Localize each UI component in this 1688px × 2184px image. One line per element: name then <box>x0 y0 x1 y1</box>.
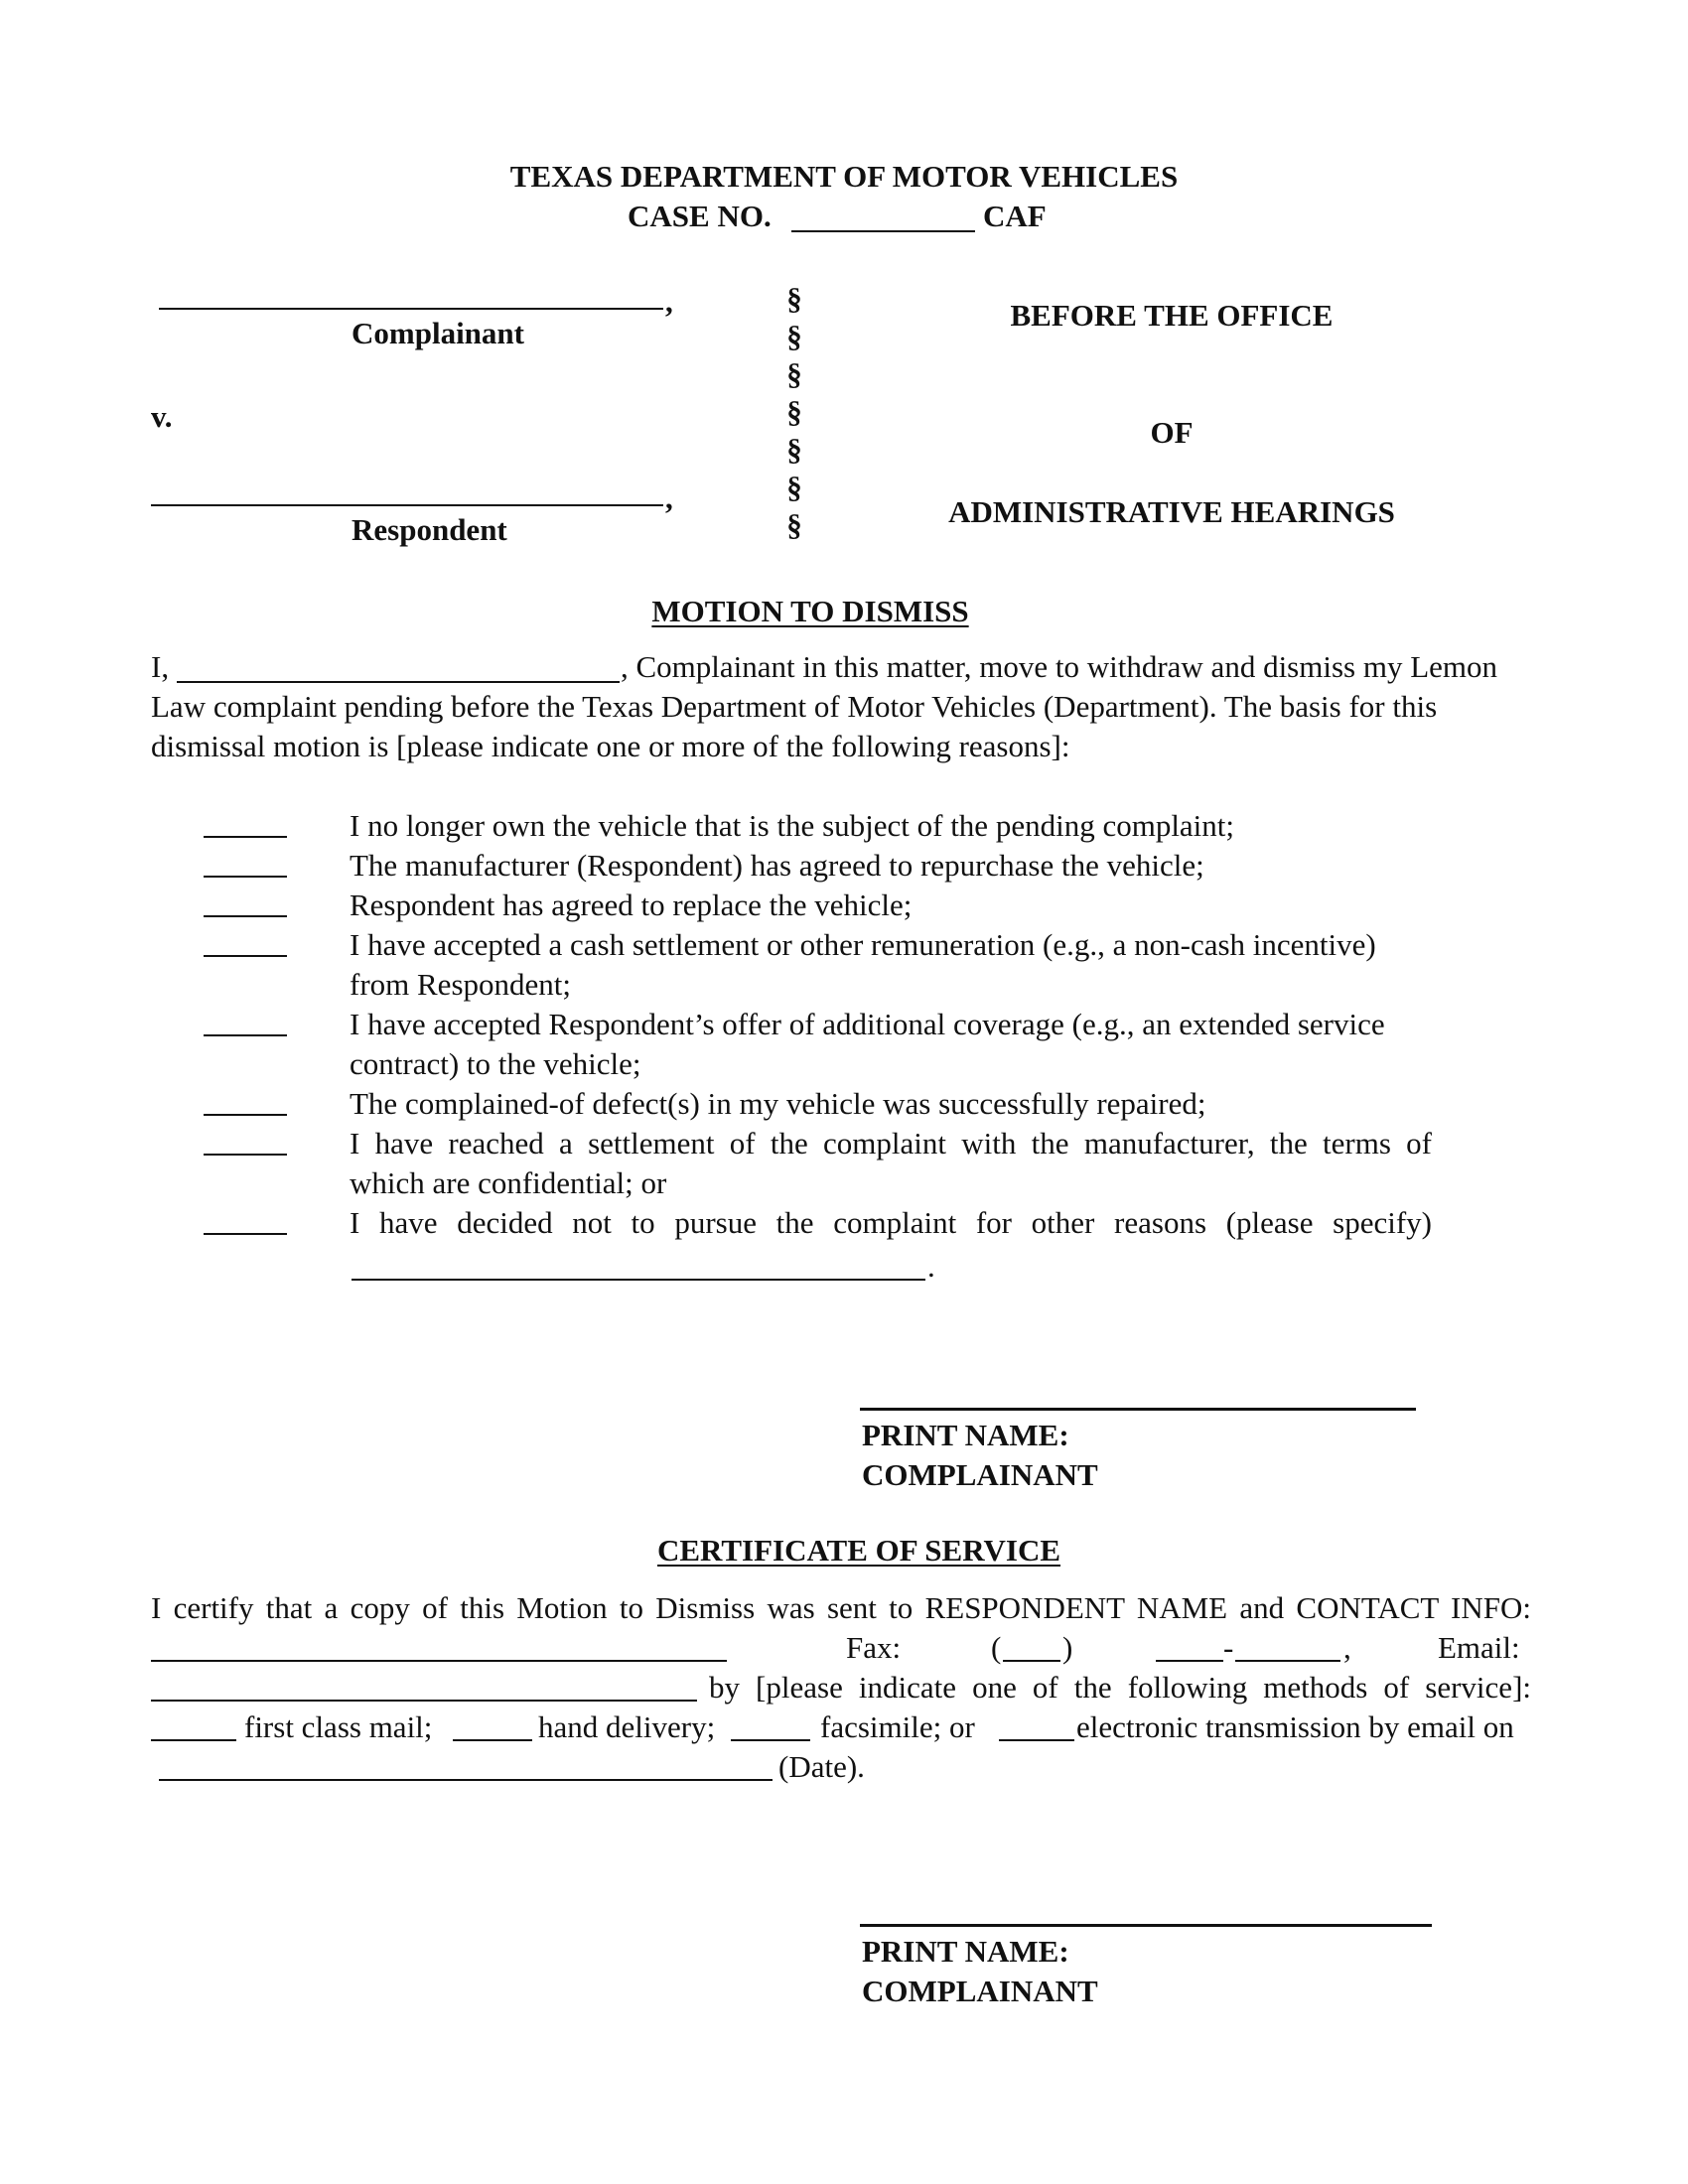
reason-item <box>0 925 1688 1005</box>
reason-text: I have decided not to pursue the complaint for other reasons (please specify) <box>350 1205 1432 1240</box>
reason-text-continued: from Respondent; <box>350 967 571 1002</box>
email-label: Email: <box>1438 1630 1520 1665</box>
section-symbol: § <box>786 394 802 429</box>
facsimile-label: facsimile; or <box>820 1709 975 1744</box>
complainant-role-2: COMPLAINANT <box>862 1974 1098 2008</box>
print-name-label-2: PRINT NAME: <box>862 1934 1069 1969</box>
section-symbol: § <box>786 281 802 316</box>
email-transmission-label: electronic transmission by email on <box>1076 1709 1514 1744</box>
reason-item <box>0 1124 1688 1203</box>
hand-delivery-blank[interactable] <box>453 1739 532 1741</box>
reason-text: Respondent has agreed to replace the vehicle; <box>350 887 913 922</box>
reason-text: I have accepted Respondent’s offer of additional coverage (e.g., an extended service <box>350 1007 1385 1041</box>
fax-line-number-field[interactable] <box>1235 1660 1340 1662</box>
case-no-label: CASE NO. <box>628 199 772 233</box>
intro-start: I, <box>151 649 170 684</box>
certificate-line-1: I certify that a copy of this Motion to Dismiss was sent to RESPONDENT NAME and CONTACT INFO: <box>151 1590 1531 1625</box>
hand-delivery-label: hand delivery; <box>538 1709 716 1744</box>
tribunal-line-3: ADMINISTRATIVE HEARINGS <box>948 494 1395 529</box>
fax-prefix-field[interactable] <box>1156 1660 1223 1662</box>
service-date-field[interactable] <box>159 1779 773 1781</box>
reason-item <box>0 1005 1688 1084</box>
certificate-title: CERTIFICATE OF SERVICE <box>656 1533 1061 1568</box>
fax-comma: , <box>1343 1630 1351 1665</box>
date-label: (Date). <box>778 1749 865 1784</box>
tribunal-line-2: OF <box>1150 415 1194 450</box>
respondent-name-field[interactable] <box>151 504 663 506</box>
agency-title: TEXAS DEPARTMENT OF MOTOR VEHICLES <box>509 159 1179 194</box>
section-symbol: § <box>786 432 802 467</box>
intro-line-2: Law complaint pending before the Texas Department of Motor Vehicles (Department). The basis for this <box>151 689 1438 724</box>
fax-label: Fax: <box>846 1630 902 1665</box>
reason-text: I have reached a settlement of the complaint with the manufacturer, the terms of <box>350 1126 1432 1160</box>
reason-checkbox-blank[interactable] <box>204 1233 287 1235</box>
signature-line-2[interactable] <box>860 1924 1432 1927</box>
first-class-mail-label: first class mail; <box>244 1709 433 1744</box>
facsimile-blank[interactable] <box>731 1739 810 1741</box>
complainant-name-field[interactable] <box>159 308 663 310</box>
print-name-label-1: PRINT NAME: <box>862 1418 1069 1452</box>
reason-checkbox-blank[interactable] <box>204 1034 287 1036</box>
reason-checkbox-blank[interactable] <box>204 1154 287 1156</box>
reason-text: I have accepted a cash settlement or other remuneration (e.g., a non-cash incentive) <box>350 927 1376 962</box>
intro-line-1: , Complainant in this matter, move to withdraw and dismiss my Lemon <box>621 649 1498 684</box>
complainant-role-1: COMPLAINANT <box>862 1457 1098 1492</box>
reason-item <box>0 1084 1688 1124</box>
other-reason-field[interactable] <box>352 1279 925 1281</box>
section-symbol: § <box>786 319 802 353</box>
motion-title: MOTION TO DISMISS <box>651 594 969 628</box>
other-reason-period: . <box>927 1249 935 1284</box>
reason-text-continued: contract) to the vehicle; <box>350 1046 641 1081</box>
signature-line-1[interactable] <box>860 1408 1416 1411</box>
versus-label: v. <box>151 399 173 434</box>
reason-text: The manufacturer (Respondent) has agreed to repurchase the vehicle; <box>350 848 1204 883</box>
reason-item <box>0 846 1688 886</box>
complainant-intro-name-field[interactable] <box>177 681 620 683</box>
reason-checkbox-blank[interactable] <box>204 1114 287 1116</box>
reason-checkbox-blank[interactable] <box>204 915 287 917</box>
tribunal-line-1: BEFORE THE OFFICE <box>1010 298 1334 333</box>
section-symbol: § <box>786 507 802 542</box>
reason-item <box>0 886 1688 925</box>
fax-paren-open: ( <box>991 1630 1002 1665</box>
reason-item <box>0 1203 1688 1243</box>
reason-checkbox-blank[interactable] <box>204 876 287 878</box>
reason-text: The complained-of defect(s) in my vehicle was successfully repaired; <box>350 1086 1206 1121</box>
fax-dash: - <box>1223 1630 1234 1665</box>
section-symbol: § <box>786 470 802 504</box>
intro-line-3: dismissal motion is [please indicate one or more of the following reasons]: <box>151 729 1070 763</box>
reason-checkbox-blank[interactable] <box>204 836 287 838</box>
reason-item <box>0 806 1688 846</box>
service-method-instruction: by [please indicate one of the following methods of service]: <box>709 1670 1531 1705</box>
fax-area-code-field[interactable] <box>1003 1660 1060 1662</box>
section-symbol: § <box>786 356 802 391</box>
section-symbol-column <box>774 280 814 544</box>
reason-text: I no longer own the vehicle that is the subject of the pending complaint; <box>350 808 1235 843</box>
complainant-label: Complainant <box>352 316 524 350</box>
respondent-contact-field[interactable] <box>151 1660 727 1662</box>
respondent-comma: , <box>665 480 673 515</box>
respondent-label: Respondent <box>352 512 507 547</box>
fax-paren-close: ) <box>1062 1630 1073 1665</box>
reason-checkbox-blank[interactable] <box>204 955 287 957</box>
respondent-email-field[interactable] <box>151 1700 697 1702</box>
case-no-field[interactable] <box>791 230 975 232</box>
first-class-mail-blank[interactable] <box>151 1739 236 1741</box>
case-suffix: CAF <box>983 199 1047 233</box>
email-transmission-blank[interactable] <box>999 1739 1074 1741</box>
complainant-comma: , <box>665 284 673 319</box>
reason-text-continued: which are confidential; or <box>350 1165 667 1200</box>
